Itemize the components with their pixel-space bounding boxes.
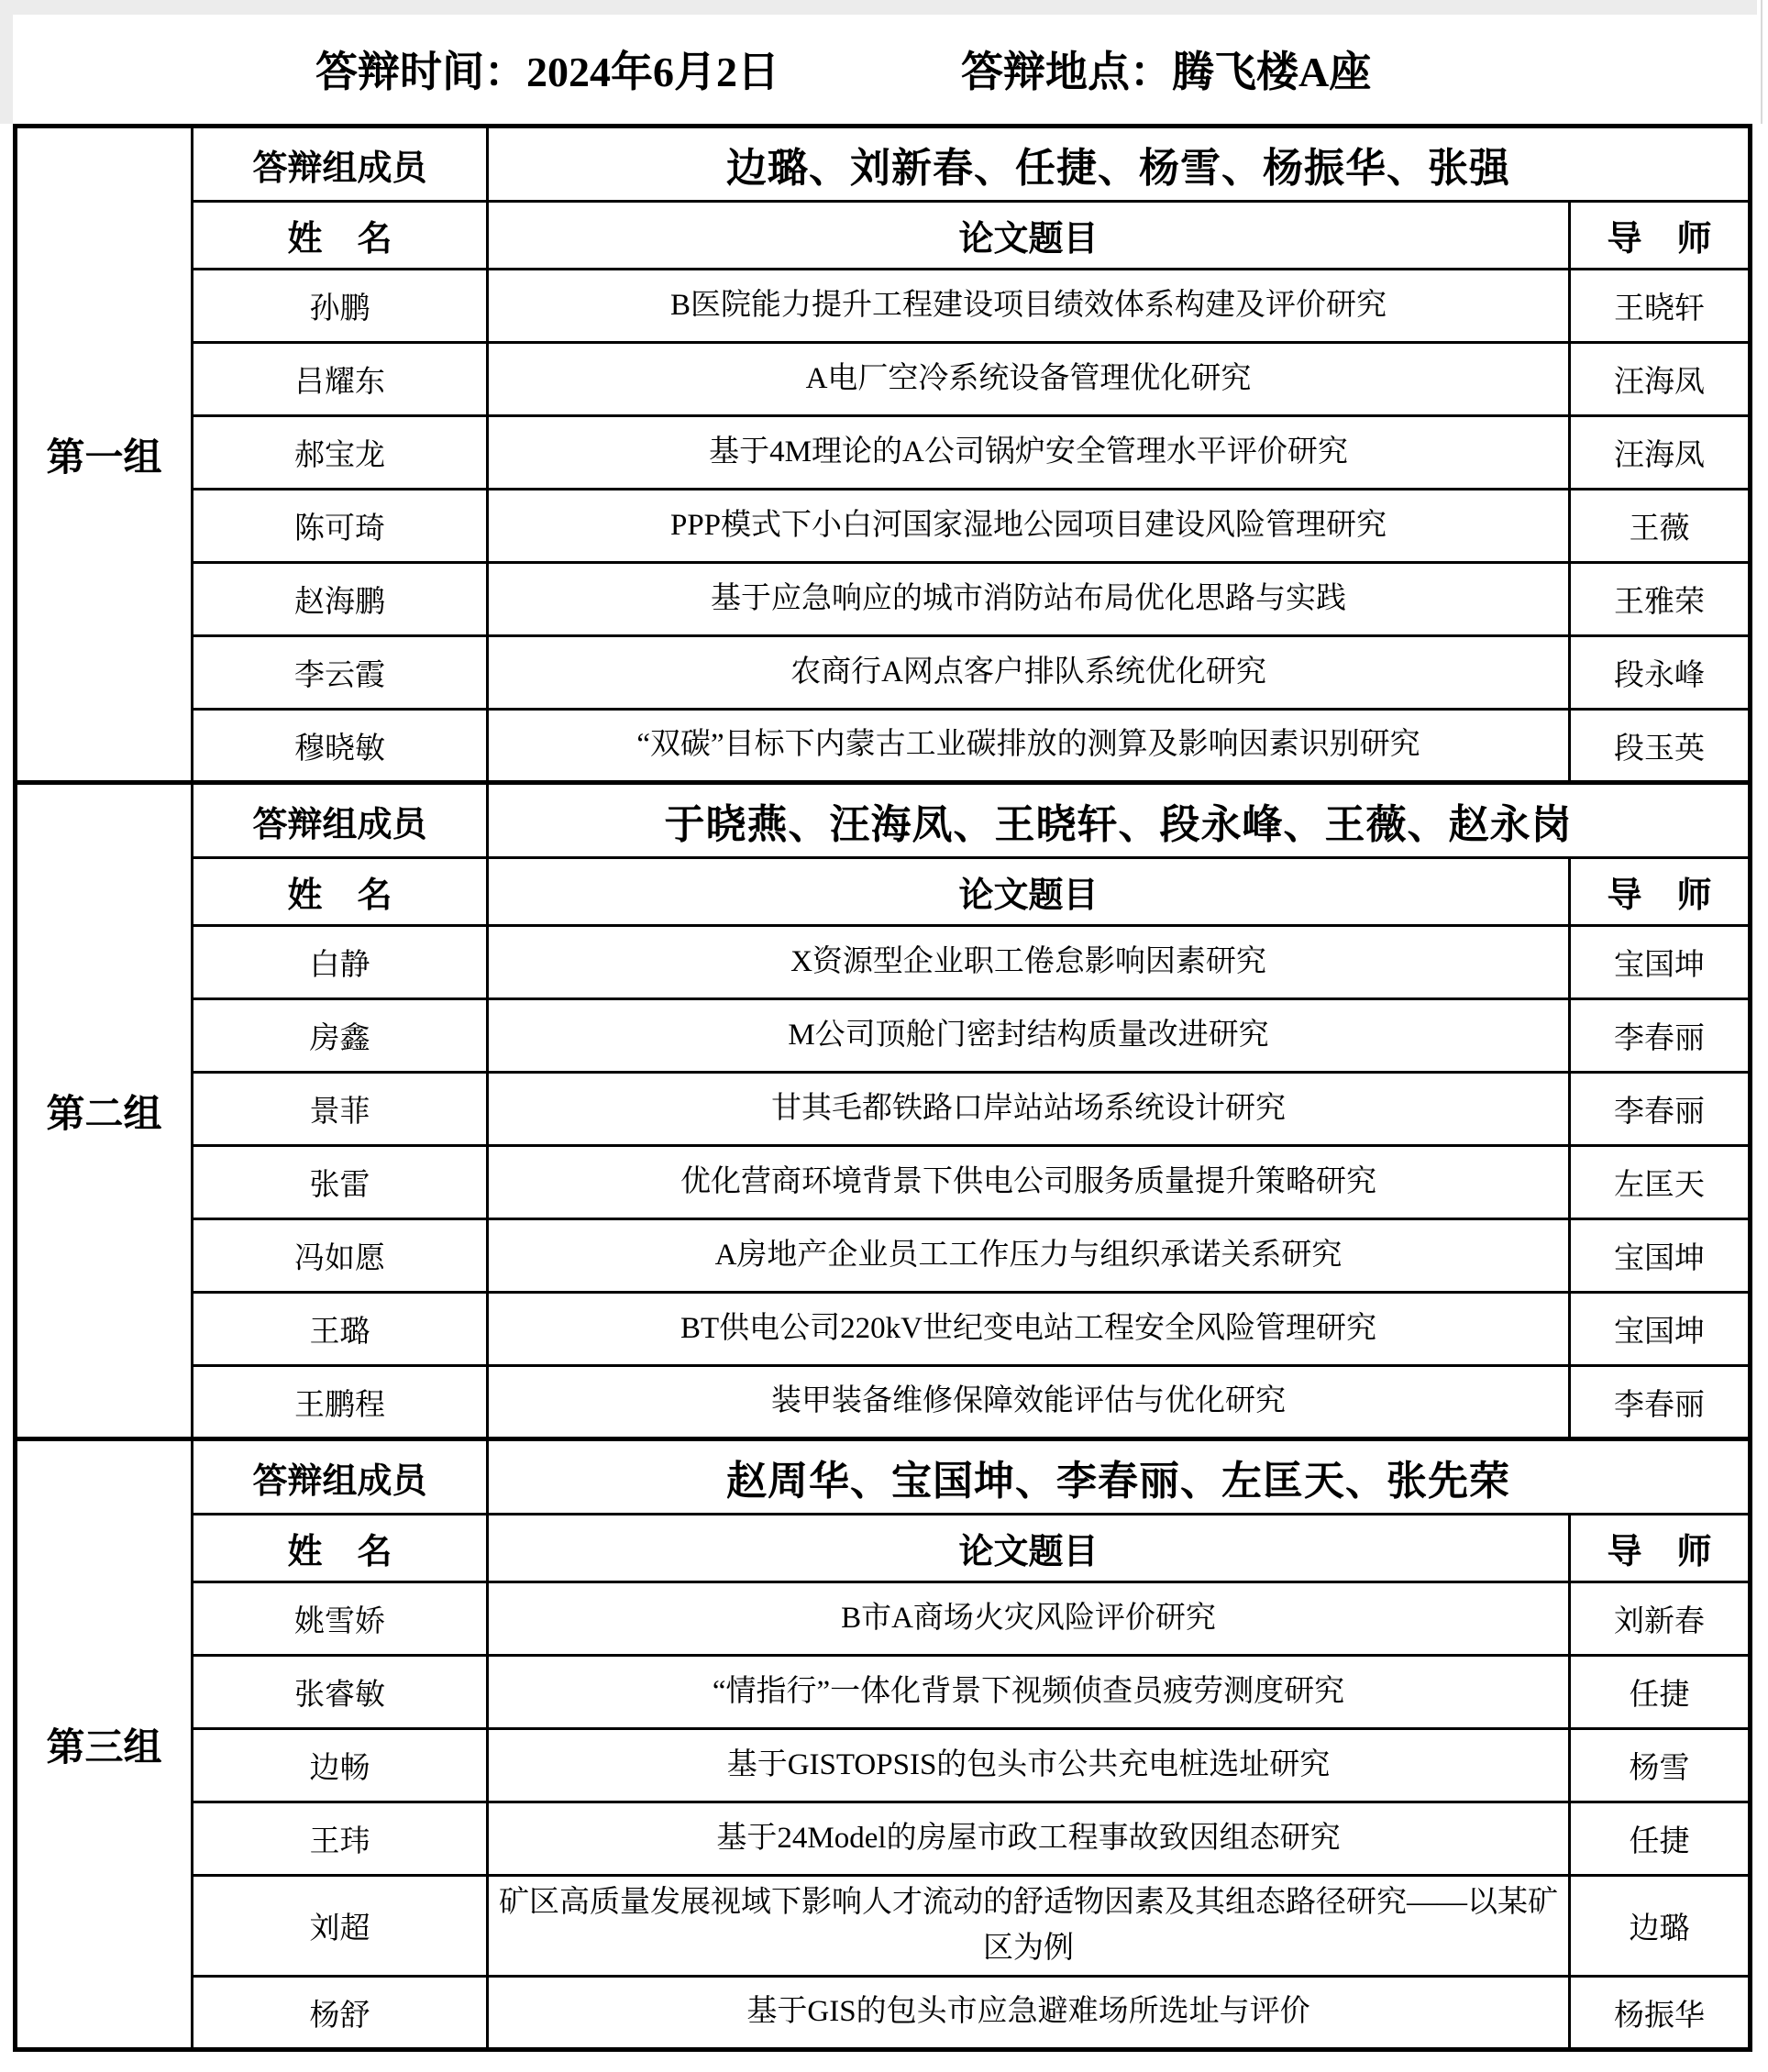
advisor-name: 汪海凤 bbox=[1570, 416, 1751, 490]
advisor-name: 宝国坤 bbox=[1570, 1219, 1751, 1293]
table-row bbox=[16, 1073, 1751, 1146]
student-name: 景菲 bbox=[193, 1073, 488, 1146]
advisor-name: 刘新春 bbox=[1570, 1582, 1751, 1656]
student-name: 张睿敏 bbox=[193, 1656, 488, 1729]
student-name: 李云霞 bbox=[193, 636, 488, 710]
advisor-name: 任捷 bbox=[1570, 1802, 1751, 1876]
table-row bbox=[16, 1656, 1751, 1729]
table-row bbox=[16, 1977, 1751, 2050]
table-row bbox=[16, 1876, 1751, 1977]
student-name: 陈可琦 bbox=[193, 490, 488, 563]
student-name: 边畅 bbox=[193, 1729, 488, 1802]
advisor-name: 边璐 bbox=[1570, 1876, 1751, 1977]
advisor-name: 王薇 bbox=[1570, 490, 1751, 563]
thesis-title: B市A商场火灾风险评价研究 bbox=[488, 1582, 1570, 1656]
spreadsheet-gridline bbox=[1761, 0, 1762, 124]
column-header-name: 姓 名 bbox=[193, 202, 488, 270]
table-row bbox=[16, 343, 1751, 416]
advisor-name: 李春丽 bbox=[1570, 1073, 1751, 1146]
column-header-name: 姓 名 bbox=[193, 858, 488, 926]
table-row bbox=[16, 563, 1751, 636]
student-name: 王鹏程 bbox=[193, 1366, 488, 1439]
column-header-advisor: 导 师 bbox=[1570, 1515, 1751, 1582]
thesis-title: A电厂空冷系统设备管理优化研究 bbox=[488, 343, 1570, 416]
student-name: 王玮 bbox=[193, 1802, 488, 1876]
thesis-title: 装甲装备维修保障效能评估与优化研究 bbox=[488, 1366, 1570, 1439]
table-row bbox=[16, 1729, 1751, 1802]
table-row bbox=[16, 1366, 1751, 1439]
advisor-name: 段永峰 bbox=[1570, 636, 1751, 710]
defense-schedule-table bbox=[13, 124, 1752, 2052]
student-name: 冯如愿 bbox=[193, 1219, 488, 1293]
committee-members-label: 答辩组成员 bbox=[193, 127, 488, 202]
column-header-advisor: 导 师 bbox=[1570, 202, 1751, 270]
advisor-name: 宝国坤 bbox=[1570, 926, 1751, 999]
thesis-title: 基于24Model的房屋市政工程事故致因组态研究 bbox=[488, 1802, 1570, 1876]
thesis-title: B医院能力提升工程建设项目绩效体系构建及评价研究 bbox=[488, 270, 1570, 343]
student-name: 张雷 bbox=[193, 1146, 488, 1219]
student-name: 郝宝龙 bbox=[193, 416, 488, 490]
advisor-name: 段玉英 bbox=[1570, 710, 1751, 783]
table-row bbox=[16, 1293, 1751, 1366]
thesis-title: 甘其毛都铁路口岸站站场系统设计研究 bbox=[488, 1073, 1570, 1146]
table-row bbox=[16, 1582, 1751, 1656]
thesis-title: 基于4M理论的A公司锅炉安全管理水平评价研究 bbox=[488, 416, 1570, 490]
advisor-name: 王晓轩 bbox=[1570, 270, 1751, 343]
table-row bbox=[16, 416, 1751, 490]
thesis-title: 基于应急响应的城市消防站布局优化思路与实践 bbox=[488, 563, 1570, 636]
thesis-title: A房地产企业员工工作压力与组织承诺关系研究 bbox=[488, 1219, 1570, 1293]
student-name: 姚雪娇 bbox=[193, 1582, 488, 1656]
committee-members-names: 边璐、刘新春、任捷、杨雪、杨振华、张强 bbox=[488, 127, 1751, 202]
thesis-title: PPP模式下小白河国家湿地公园项目建设风险管理研究 bbox=[488, 490, 1570, 563]
page-margin-top bbox=[0, 0, 1757, 15]
column-header-title: 论文题目 bbox=[488, 1515, 1570, 1582]
table-row bbox=[16, 1219, 1751, 1293]
thesis-title: 基于GISTOPSIS的包头市公共充电桩选址研究 bbox=[488, 1729, 1570, 1802]
table-row bbox=[16, 636, 1751, 710]
table-row bbox=[16, 1802, 1751, 1876]
group-label: 第二组 bbox=[16, 783, 193, 1439]
student-name: 房鑫 bbox=[193, 999, 488, 1073]
advisor-name: 左匡天 bbox=[1570, 1146, 1751, 1219]
thesis-title: X资源型企业职工倦怠影响因素研究 bbox=[488, 926, 1570, 999]
group-label: 第三组 bbox=[16, 1439, 193, 2050]
advisor-name: 宝国坤 bbox=[1570, 1293, 1751, 1366]
advisor-name: 杨振华 bbox=[1570, 1977, 1751, 2050]
student-name: 穆晓敏 bbox=[193, 710, 488, 783]
thesis-title: “情指行”一体化背景下视频侦查员疲劳测度研究 bbox=[488, 1656, 1570, 1729]
student-name: 王璐 bbox=[193, 1293, 488, 1366]
student-name: 杨舒 bbox=[193, 1977, 488, 2050]
thesis-title: 优化营商环境背景下供电公司服务质量提升策略研究 bbox=[488, 1146, 1570, 1219]
table-row bbox=[16, 270, 1751, 343]
table-row bbox=[16, 999, 1751, 1073]
advisor-name: 任捷 bbox=[1570, 1656, 1751, 1729]
table-row bbox=[16, 1146, 1751, 1219]
column-header-title: 论文题目 bbox=[488, 202, 1570, 270]
advisor-name: 汪海凤 bbox=[1570, 343, 1751, 416]
thesis-title: BT供电公司220kV世纪变电站工程安全风险管理研究 bbox=[488, 1293, 1570, 1366]
table-row bbox=[16, 926, 1751, 999]
committee-members-names: 于晓燕、汪海凤、王晓轩、段永峰、王薇、赵永岗 bbox=[488, 783, 1751, 858]
advisor-name: 王雅荣 bbox=[1570, 563, 1751, 636]
defense-location-label: 答辩地点：腾飞楼A座 bbox=[961, 49, 1372, 95]
column-header-name: 姓 名 bbox=[193, 1515, 488, 1582]
thesis-title: “双碳”目标下内蒙古工业碳排放的测算及影响因素识别研究 bbox=[488, 710, 1570, 783]
student-name: 白静 bbox=[193, 926, 488, 999]
student-name: 刘超 bbox=[193, 1876, 488, 1977]
column-header-title: 论文题目 bbox=[488, 858, 1570, 926]
committee-members-names: 赵周华、宝国坤、李春丽、左匡天、张先荣 bbox=[488, 1439, 1751, 1515]
thesis-title: M公司顶舱门密封结构质量改进研究 bbox=[488, 999, 1570, 1073]
thesis-title: 矿区高质量发展视域下影响人才流动的舒适物因素及其组态路径研究——以某矿区为例 bbox=[488, 1876, 1570, 1977]
thesis-title: 农商行A网点客户排队系统优化研究 bbox=[488, 636, 1570, 710]
table-row bbox=[16, 490, 1751, 563]
page-margin-left bbox=[0, 0, 13, 124]
committee-members-label: 答辩组成员 bbox=[193, 783, 488, 858]
student-name: 孙鹏 bbox=[193, 270, 488, 343]
page-header bbox=[13, 15, 1751, 123]
advisor-name: 李春丽 bbox=[1570, 999, 1751, 1073]
table-row bbox=[16, 710, 1751, 783]
column-header-advisor: 导 师 bbox=[1570, 858, 1751, 926]
advisor-name: 李春丽 bbox=[1570, 1366, 1751, 1439]
student-name: 赵海鹏 bbox=[193, 563, 488, 636]
committee-members-label: 答辩组成员 bbox=[193, 1439, 488, 1515]
defense-time-label: 答辩时间：2024年6月2日 bbox=[315, 49, 779, 95]
student-name: 吕耀东 bbox=[193, 343, 488, 416]
advisor-name: 杨雪 bbox=[1570, 1729, 1751, 1802]
group-label: 第一组 bbox=[16, 127, 193, 783]
thesis-title: 基于GIS的包头市应急避难场所选址与评价 bbox=[488, 1977, 1570, 2050]
